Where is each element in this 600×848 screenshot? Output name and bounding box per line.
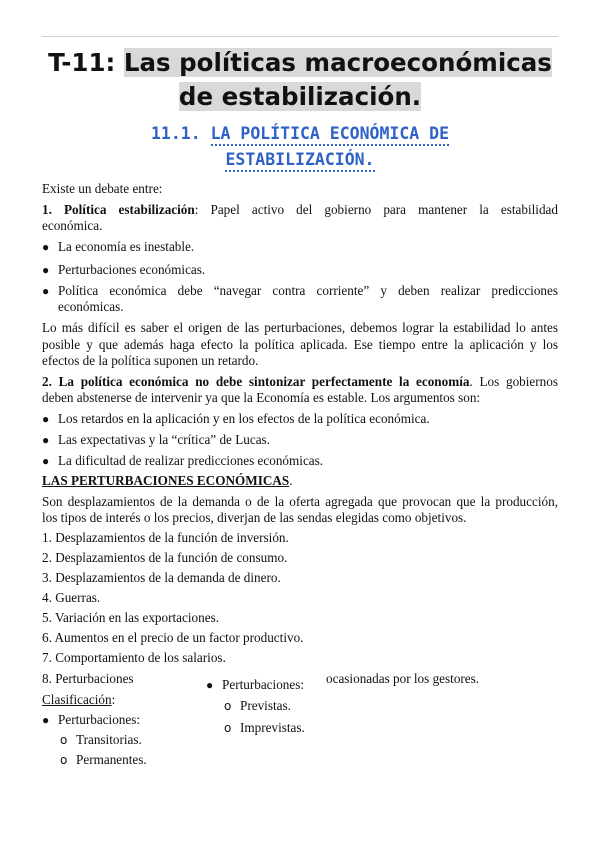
intro-text: Existe un debate entre: — [42, 181, 163, 196]
bullet-icon: ● — [42, 433, 50, 447]
perturbaciones-heading-end: . — [289, 473, 293, 488]
list-item: 4. Guerras. — [42, 590, 101, 605]
circle-bullet-icon: o — [224, 721, 232, 735]
point2-line1 — [42, 374, 558, 390]
point2-bullet-3: La dificultad de realizar predicciones económicas. — [58, 453, 324, 468]
top-rule — [42, 36, 558, 37]
circle-bullet-icon: o — [60, 733, 68, 747]
circle-bullet-icon: o — [60, 753, 68, 767]
col1-label: Perturbaciones: — [58, 712, 141, 727]
page-title-line1 — [40, 48, 560, 77]
list-item: 1. Desplazamientos de la función de inversión. — [42, 530, 289, 545]
page-title-line2 — [40, 82, 560, 111]
point1-heading: 1. Política estabilización — [42, 202, 195, 217]
circle-bullet-icon: o — [224, 699, 232, 713]
point1-bullet-3-cont: económicas. — [58, 299, 124, 314]
bullet-icon: ● — [42, 412, 50, 426]
section-title-1: LA POLÍTICA ECONÓMICA DE — [211, 124, 449, 146]
point1-text: : Papel activo del gobierno para mantener la estabilidad — [194, 202, 558, 217]
point1-paragraph-3: efectos de la política suponen un retardo. — [42, 353, 259, 368]
list-item: 5. Variación en las exportaciones. — [42, 610, 219, 625]
point1-line1 — [42, 202, 558, 218]
col1-item-2: Permanentes. — [76, 752, 147, 767]
section-heading-line2 — [40, 150, 560, 169]
title-highlight-2: de estabilización. — [178, 82, 422, 111]
perturbaciones-heading-text: LAS PERTURBACIONES ECONÓMICAS — [42, 473, 290, 488]
bullet-icon: ● — [42, 454, 50, 468]
section-number: 11.1. — [150, 124, 201, 143]
list-item: 2. Desplazamientos de la función de consumo. — [42, 550, 288, 565]
list-item: 6. Aumentos en el precio de un factor productivo. — [42, 630, 304, 645]
col2-label: Perturbaciones: — [222, 677, 305, 692]
bullet-icon: ● — [42, 240, 50, 254]
point1-paragraph-2: posible y que además haga efecto la política aplicada. Ese tiempo entre la aplicación y los — [42, 337, 558, 352]
section-title-2: ESTABILIZACIÓN. — [225, 150, 374, 172]
point2-text: . Los gobiernos — [469, 374, 558, 389]
point2-line2: deben abstenerse de intervenir ya que la Economía es estable. Los argumentos son: — [42, 390, 481, 405]
point2-heading: 2. La política económica no debe sintonizar perfectamente la economía — [42, 374, 470, 389]
title-prefix: T-11: — [48, 48, 116, 77]
clasificacion-label — [42, 692, 115, 708]
point2-bullet-2: Las expectativas y la “crítica” de Lucas. — [58, 432, 270, 447]
col2-item-1: Previstas. — [240, 698, 291, 713]
list-item: 3. Desplazamientos de la demanda de dinero. — [42, 570, 281, 585]
col1-item-1: Transitorias. — [76, 732, 142, 747]
title-highlight-1: Las políticas macroeconómicas — [123, 48, 552, 77]
bullet-icon: ● — [42, 263, 50, 277]
perturbaciones-heading — [42, 473, 293, 489]
clasificacion-text: Clasificación — [42, 692, 112, 707]
bullet-icon: ● — [42, 713, 50, 727]
clasificacion-colon: : — [111, 692, 116, 707]
point1-paragraph-1: Lo más difícil es saber el origen de las perturbaciones, debemos lograr la estabilidad lo antes — [42, 320, 558, 335]
bullet-icon: ● — [42, 284, 50, 298]
perturbaciones-paragraph-2: los tipos de interés o los precios, diverjan de las sendas elegidas como objetivos. — [42, 510, 467, 525]
list-item: 7. Comportamiento de los salarios. — [42, 650, 226, 665]
bullet-icon: ● — [206, 678, 214, 692]
point1-bullet-2: Perturbaciones económicas. — [58, 262, 206, 277]
point1-bullet-3: Política económica debe “navegar contra corriente” y deben realizar predicciones — [58, 283, 558, 298]
perturbaciones-paragraph-1: Son desplazamientos de la demanda o de la oferta agregada que provocan que la producción, — [42, 494, 558, 509]
point1-bullet-1: La economía es inestable. — [58, 239, 195, 254]
list-item-8-end: ocasionadas por los gestores. — [326, 671, 480, 686]
section-heading-line1 — [40, 124, 560, 143]
col2-item-2: Imprevistas. — [240, 720, 305, 735]
point2-bullet-1: Los retardos en la aplicación y en los efectos de la política económica. — [58, 411, 430, 426]
point1-line2: económica. — [42, 218, 103, 233]
list-item: 8. Perturbaciones — [42, 671, 134, 686]
